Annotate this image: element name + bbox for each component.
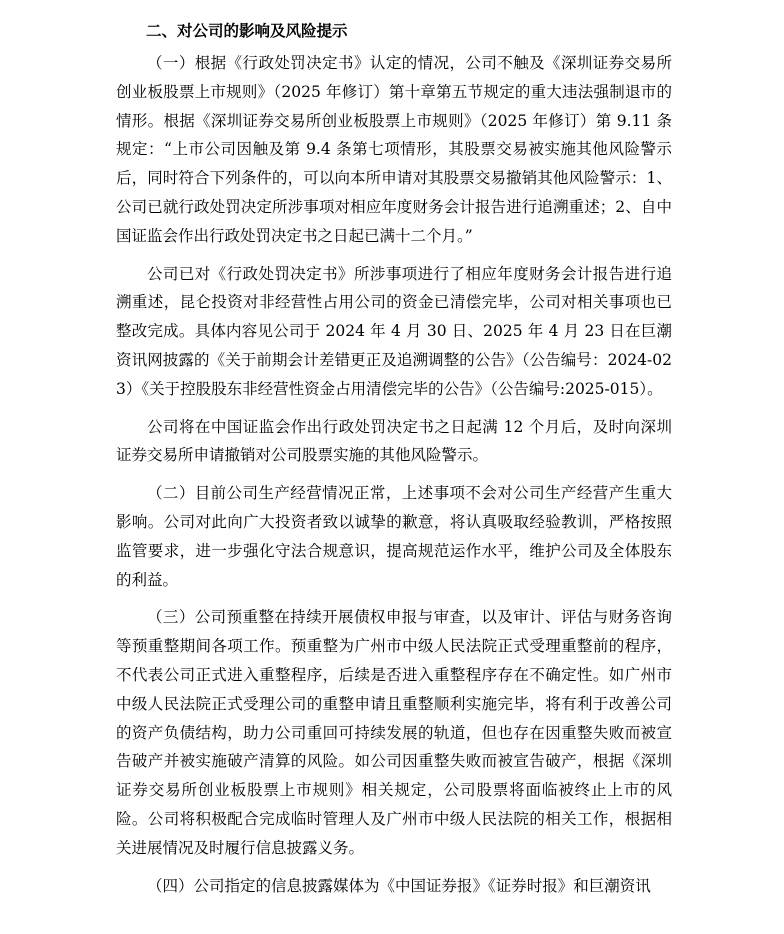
document-page <box>116 18 672 909</box>
paragraph-impact-3: （三）公司预重整在持续开展债权申报与审查，以及审计、评估与财务咨询等预重整期间各项工作。预重整为广州市中级人民法院正式受理重整前的程序，不代表公司正式进入重整程序，后续是否进入重整程序存在不确定性。如广州市中级人民法院正式受理公司的重整申请且重整顺利实施完毕，将有利于改善公司的资产负债结构，助力公司重回可持续发展的轨道，但也存在因重整失败而被宣告破产并被实施破产清算的风险。如公司因重整失败而被宣告破产，根据《深圳证券交易所创业板股票上市规则》相关规定，公司股票将面临被终止上市的风险。公司将积极配合完成临时管理人及广州市中级人民法院的相关工作，根据相关进展情况及时履行信息披露义务。 <box>116 608 672 857</box>
paragraph-impact-1: （一）根据《行政处罚决定书》认定的情况，公司不触及《深圳证券交易所创业板股票上市规则》（2025 年修订）第十章第五节规定的重大违法强制退市的情形。根据《深圳证券交易所创业板股票上市规则》（2025 年修订）第 9.11 条规定：“上市公司因触及第 9.4 条第七项情形，其股票交易被实施其他风险警示后，同时符合下列条件的，可以向本所申请对其股票交易撤销其他风险警示：1、公司已就行政处罚决定所涉事项对相应年度财务会计报告进行追溯重述；2、自中国证监会作出行政处罚决定书之日起已满十二个月。” <box>116 54 672 245</box>
paragraph-impact-4: （四）公司指定的信息披露媒体为《中国证券报》《证券时报》和巨潮资讯 <box>147 876 651 895</box>
section-heading: 二、对公司的影响及风险提示 <box>146 22 348 40</box>
paragraph-restatement: 公司已对《行政处罚决定书》所涉事项进行了相应年度财务会计报告进行追溯重述，昆仑投资对非经营性占用公司的资金已清偿完毕，公司对相关事项也已整改完成。具体内容见公司于 2024 年 4 月 30 日、2025 年 4 月 23 日在巨潮资讯网披露的《关于前期会计差错更正及追溯调整的公告》（公告编号：2024-023）《关于控股股东非经营性资金占用清偿完毕的公告》（公告编号:2025-015）。 <box>116 264 672 398</box>
paragraph-impact-2: （二）目前公司生产经营情况正常，上述事项不会对公司生产经营产生重大影响。公司对此向广大投资者致以诚挚的歉意，将认真吸取经验教训，严格按照监管要求，进一步强化守法合规意识，提高规范运作水平，维护公司及全体股东的利益。 <box>116 484 672 589</box>
paragraph-revoke-warning: 公司将在中国证监会作出行政处罚决定书之日起满 12 个月后，及时向深圳证券交易所申请撤销对公司股票实施的其他风险警示。 <box>116 417 672 465</box>
